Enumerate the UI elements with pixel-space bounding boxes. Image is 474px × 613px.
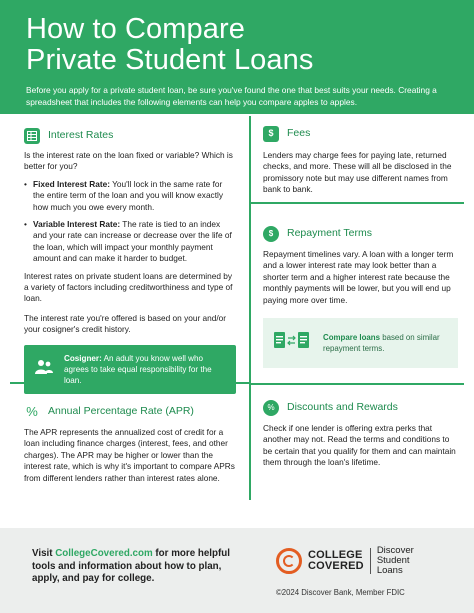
interest-rates-section xyxy=(24,128,236,394)
copyright-text: ©2024 Discover Bank, Member FDIC xyxy=(276,588,405,597)
discounts-heading: % Discounts and Rewards xyxy=(263,400,458,416)
refresh-dollar-icon: $ xyxy=(263,226,279,242)
intro-text: Before you apply for a private student loan, be sure you've found the one that best suits your needs. Creating a spreadsheet that includes the following elements can help you compare apples to apples. xyxy=(26,85,437,107)
college-covered-logo: COLLEGE COVERED Discover Student Loans xyxy=(276,546,414,576)
right-divider-bottom xyxy=(251,383,464,385)
apr-heading: % Annual Percentage Rate (APR) xyxy=(24,404,236,420)
interest-para-1: Interest rates on private student loans are determined by a variety of factors including creditworthiness and type of loan. xyxy=(24,270,233,304)
cosigner-callout: Cosigner: An adult you know well who agrees to take equal responsibility for the loan. xyxy=(24,345,236,394)
percent-icon: % xyxy=(26,404,38,420)
right-divider-top xyxy=(251,202,464,204)
people-icon xyxy=(34,359,54,378)
logo-mark-icon xyxy=(276,548,302,574)
header-banner xyxy=(0,0,474,114)
discount-tag-icon: % xyxy=(263,400,279,416)
repayment-section xyxy=(263,226,458,368)
fees-text: Lenders may charge fees for paying late, returned checks, and more. These will all be disclosed in the promissory note but may use different names from bank to bank. xyxy=(263,150,452,195)
apr-text: The APR represents the annualized cost of credit for a loan including finance charges (interest, fees, and other charges). The APR may be higher or lower than the interest rate, which is why it's important to compare APRs from different lenders rather than interest rates alone. xyxy=(24,427,235,483)
logo-separator xyxy=(370,548,371,574)
vertical-divider xyxy=(249,116,251,500)
fees-section xyxy=(263,126,458,196)
interest-para-2: The interest rate you're offered is based on your and/or your cosigner's credit history. xyxy=(24,312,227,335)
apr-section xyxy=(24,404,236,484)
footer xyxy=(0,528,474,613)
visit-text: Visit CollegeCovered.com for more helpful tools and information about how to plan, apply, and pay for college. xyxy=(32,548,230,585)
compare-callout: Compare loans based on similar repayment terms. xyxy=(263,318,458,368)
discounts-text: Check if one lender is offering extra perks that another may not. Read the terms and conditions to be certain that you qualify for them and can maintain them through the loan's lifetime. xyxy=(263,423,456,468)
list-item: • Fixed Interest Rate: You'll lock in the same rate for the entire term of the loan and you will know exactly how much you owe every month. xyxy=(24,179,236,213)
dollar-icon: $ xyxy=(263,126,279,142)
rate-type-list xyxy=(24,179,236,265)
college-covered-link[interactable]: CollegeCovered.com xyxy=(55,548,153,559)
page-title: How to Compare Private Student Loans xyxy=(26,13,314,76)
repayment-heading: $ Repayment Terms xyxy=(263,226,458,242)
interest-rates-heading: Interest Rates xyxy=(24,128,236,144)
content-card xyxy=(10,116,464,516)
list-item: • Variable Interest Rate: The rate is tied to an index and your rate can increase or decrease over the life of the loan, which will impact your monthly payment amount and can make it harder to budget. xyxy=(24,219,236,265)
interest-question: Is the interest rate on the loan fixed or variable? Which is better for you? xyxy=(24,150,233,172)
discounts-section xyxy=(263,400,458,469)
repayment-text: Repayment timelines vary. A loan with a longer term and a lower interest rate may look better than a shorter term and a higher interest rate because the monthly payments will be lower, but you will end up paying more over time. xyxy=(263,249,454,305)
fees-heading: $ Fees xyxy=(263,126,458,142)
spreadsheet-icon xyxy=(24,128,40,144)
compare-documents-icon xyxy=(273,330,311,355)
